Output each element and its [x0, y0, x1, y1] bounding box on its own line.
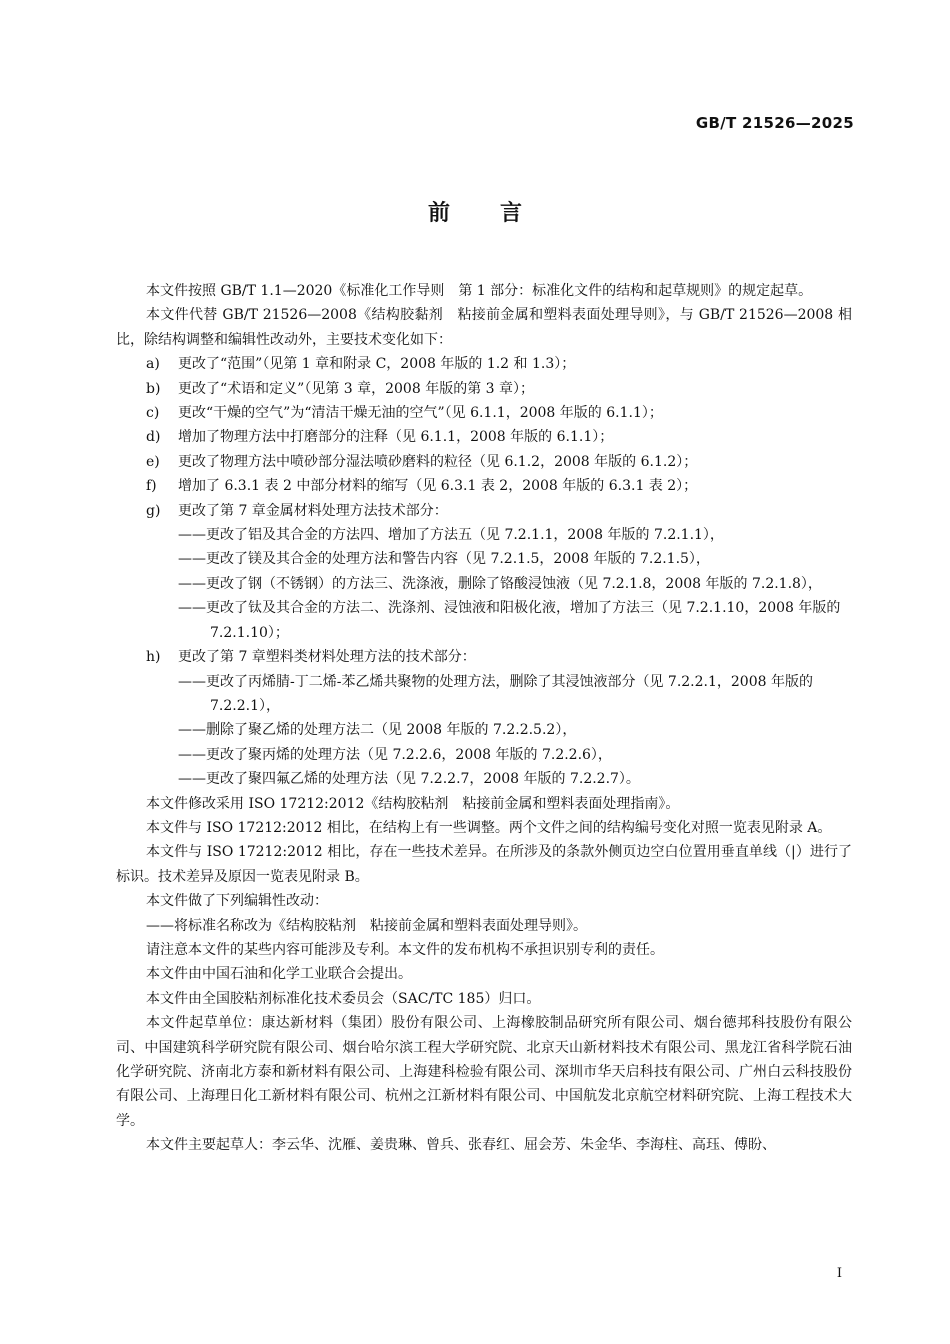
- list-item: [116, 474, 852, 498]
- item-label: b): [146, 380, 161, 397]
- list-item: [116, 352, 852, 376]
- sub-item: ——更改了镁及其合金的处理方法和警告内容（见 7.2.1.5，2008 年版的 7.2.1.5），: [178, 551, 710, 568]
- item-text: 更改了“术语和定义”（见第 3 章，2008 年版的第 3 章）；: [178, 380, 535, 397]
- sub-item: ——更改了聚丙烯的处理方法（见 7.2.2.6，2008 年版的 7.2.2.6），: [178, 746, 612, 763]
- item-label: g): [146, 502, 161, 519]
- item-text: 更改“干燥的空气”为“清洁干燥无油的空气”（见 6.1.1，2008 年版的 6.1.1）；: [178, 405, 663, 422]
- paragraph-patent-notice: 请注意本文件的某些内容可能涉及专利。本文件的发布机构不承担识别专利的责任。: [146, 941, 664, 958]
- item-text: 更改了“范围”（见第 1 章和附录 C，2008 年版的 1.2 和 1.3）；: [178, 356, 576, 373]
- paragraph-drafting-rules: 本文件按照 GB/T 1.1—2020《标准化工作导则 第 1 部分：标准化文件的结构和起草规则》的规定起草。: [146, 283, 813, 299]
- page-title: 前言: [427, 201, 572, 226]
- paragraph-editorial-changes: 本文件做了下列编辑性改动：: [146, 893, 328, 910]
- standard-number: GB/T 21526—2025: [695, 114, 854, 132]
- item-label: e): [146, 453, 160, 470]
- item-text: 增加了 6.3.1 表 2 中部分材料的缩写（见 6.3.1 表 2，2008 年版的 6.3.1 表 2）；: [178, 478, 698, 495]
- paragraph-adoption: 本文件修改采用 ISO 17212:2012《结构胶粘剂 粘接前金属和塑料表面处理指南》。: [146, 795, 680, 812]
- paragraph-technical-committee: 本文件由全国胶粘剂标准化技术委员会（SAC/TC 185）归口。: [146, 990, 541, 1007]
- item-text: 更改了物理方法中喷砂部分湿法喷砂磨料的粒径（见 6.1.2，2008 年版的 6.1.2）；: [178, 453, 698, 470]
- list-item: [116, 645, 852, 669]
- item-label: f): [146, 478, 157, 495]
- item-label: a): [146, 356, 160, 373]
- item-text: 更改了第 7 章金属材料处理方法技术部分：: [178, 502, 448, 519]
- page-number: I: [836, 1266, 842, 1281]
- sub-item: ——更改了钢（不锈钢）的方法三、洗涤液，删除了铬酸浸蚀液（见 7.2.1.8，2008 年版的 7.2.1.8），: [178, 575, 822, 592]
- item-text: 更改了第 7 章塑料类材料处理方法的技术部分：: [178, 649, 476, 666]
- paragraph-structure: 本文件与 ISO 17212:2012 相比，在结构上有一些调整。两个文件之间的结构编号变化对照一览表见附录 A。: [146, 819, 832, 836]
- list-item: [116, 450, 852, 474]
- list-item: [116, 401, 852, 425]
- paragraph-technical-differences: 本文件与 ISO 17212:2012 相比，存在一些技术差异。在所涉及的条款外侧页边空白位置用垂直单线（|）进行了标识。技术差异及原因一览表见附录 B。: [116, 844, 852, 885]
- item-label: h): [146, 649, 161, 666]
- list-item: [116, 499, 852, 523]
- sub-item: ——更改了铝及其合金的方法四、增加了方法五（见 7.2.1.1，2008 年版的 7.2.1.1），: [178, 527, 724, 544]
- editorial-change-item: ——将标准名称改为《结构胶粘剂 粘接前金属和塑料表面处理导则》。: [146, 917, 587, 934]
- sub-item: ——更改了聚四氟乙烯的处理方法（见 7.2.2.7，2008 年版的 7.2.2.7）。: [178, 771, 640, 788]
- paragraph-proposer: 本文件由中国石油和化学工业联合会提出。: [146, 966, 412, 983]
- list-item: [116, 425, 852, 449]
- paragraph-drafters: 本文件主要起草人：李云华、沈雁、姜贵琳、曾兵、张春红、屈会芳、朱金华、李海柱、高珏、傅盼、: [146, 1137, 776, 1154]
- sub-item: ——删除了聚乙烯的处理方法二（见 2008 年版的 7.2.2.5.2），: [178, 722, 577, 739]
- item-label: c): [146, 405, 160, 422]
- changes-list: [116, 352, 852, 791]
- document-body: [116, 279, 852, 1158]
- sub-item: ——更改了丙烯腈-丁二烯-苯乙烯共聚物的处理方法，删除了其浸蚀液部分（见 7.2.2.1，2008 年版的 7.2.2.1），: [178, 673, 813, 714]
- paragraph-drafting-units: 本文件起草单位：康达新材料（集团）股份有限公司、上海橡胶制品研究所有限公司、烟台德邦科技股份有限公司、中国建筑科学研究院有限公司、烟台哈尔滨工程大学研究院、北京天山新材料技术有限公司、黑龙江省科学院石油化学研究院、济南北方泰和新材料有限公司、上海建科检验有限公司、深圳市华天启科技有限公司、广州白云科技股份有限公司、上海理日化工新材料有限公司、杭州之江新材料有限公司、中国航发北京航空材料研究院、上海工程技术大学。: [116, 1015, 852, 1129]
- sub-item: ——更改了钛及其合金的方法二、洗涤剂、浸蚀液和阳极化液，增加了方法三（见 7.2.1.10，2008 年版的 7.2.1.10）；: [178, 600, 841, 641]
- list-item: [116, 377, 852, 401]
- item-label: d): [146, 429, 161, 446]
- paragraph-replaces: 本文件代替 GB/T 21526—2008《结构胶黏剂 粘接前金属和塑料表面处理导则》，与 GB/T 21526—2008 相比，除结构调整和编辑性改动外，主要技术变化如下：: [116, 307, 852, 348]
- item-text: 增加了物理方法中打磨部分的注释（见 6.1.1，2008 年版的 6.1.1）；: [178, 429, 614, 446]
